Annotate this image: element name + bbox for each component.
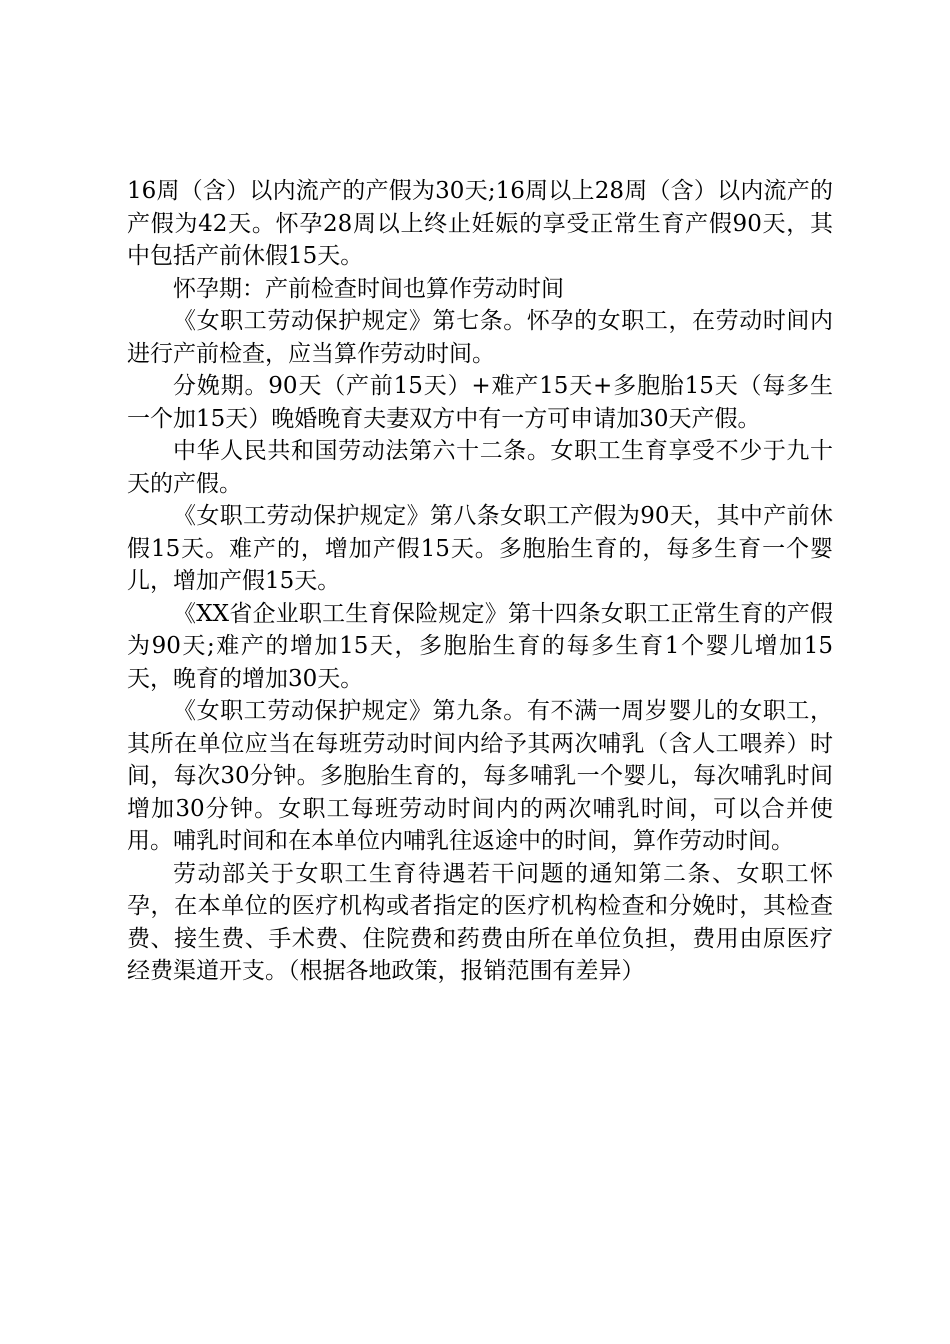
paragraph-1: 16周（含）以内流产的产假为30天;16周以上28周（含）以内流产的产假为42天。怀孕28周以上终止妊娠的享受正常生育产假90天，其中包括产前休假15天。 (127, 178, 833, 269)
paragraph-2: 怀孕期：产前检查时间也算作劳动时间 (173, 275, 564, 302)
document-page (127, 175, 833, 988)
paragraph-9: 劳动部关于女职工生育待遇若干问题的通知第二条、女职工怀孕，在本单位的医疗机构或者指定的医疗机构检查和分娩时，其检查费、接生费、手术费、住院费和药费由所在单位负担，费用由原医疗经费渠道开支。（根据各地政策，报销范围有差异） (127, 860, 833, 984)
paragraph-3: 《女职工劳动保护规定》第七条。怀孕的女职工，在劳动时间内进行产前检查，应当算作劳动时间。 (127, 308, 833, 367)
paragraph-4: 分娩期。90天（产前15天）+难产15天+多胞胎15天（每多生一个加15天）晚婚晚育夫妻双方中有一方可申请加30天产假。 (127, 373, 833, 432)
paragraph-6: 《女职工劳动保护规定》第八条女职工产假为90天，其中产前休假15天。难产的，增加产假15天。多胞胎生育的，每多生育一个婴儿，增加产假15天。 (127, 503, 833, 594)
paragraph-7: 《XX省企业职工生育保险规定》第十四条女职工正常生育的产假为90天;难产的增加15天，多胞胎生育的每多生育1个婴儿增加15天，晚育的增加30天。 (127, 600, 833, 692)
paragraph-8: 《女职工劳动保护规定》第九条。有不满一周岁婴儿的女职工，其所在单位应当在每班劳动时间内给予其两次哺乳（含人工喂养）时间，每次30分钟。多胞胎生育的，每多哺乳一个婴儿，每次哺乳时间增加30分钟。女职工每班劳动时间内的两次哺乳时间，可以合并使用。哺乳时间和在本单位内哺乳往返途中的时间，算作劳动时间。 (127, 698, 833, 854)
paragraph-5: 中华人民共和国劳动法第六十二条。女职工生育享受不少于九十天的产假。 (127, 438, 833, 497)
